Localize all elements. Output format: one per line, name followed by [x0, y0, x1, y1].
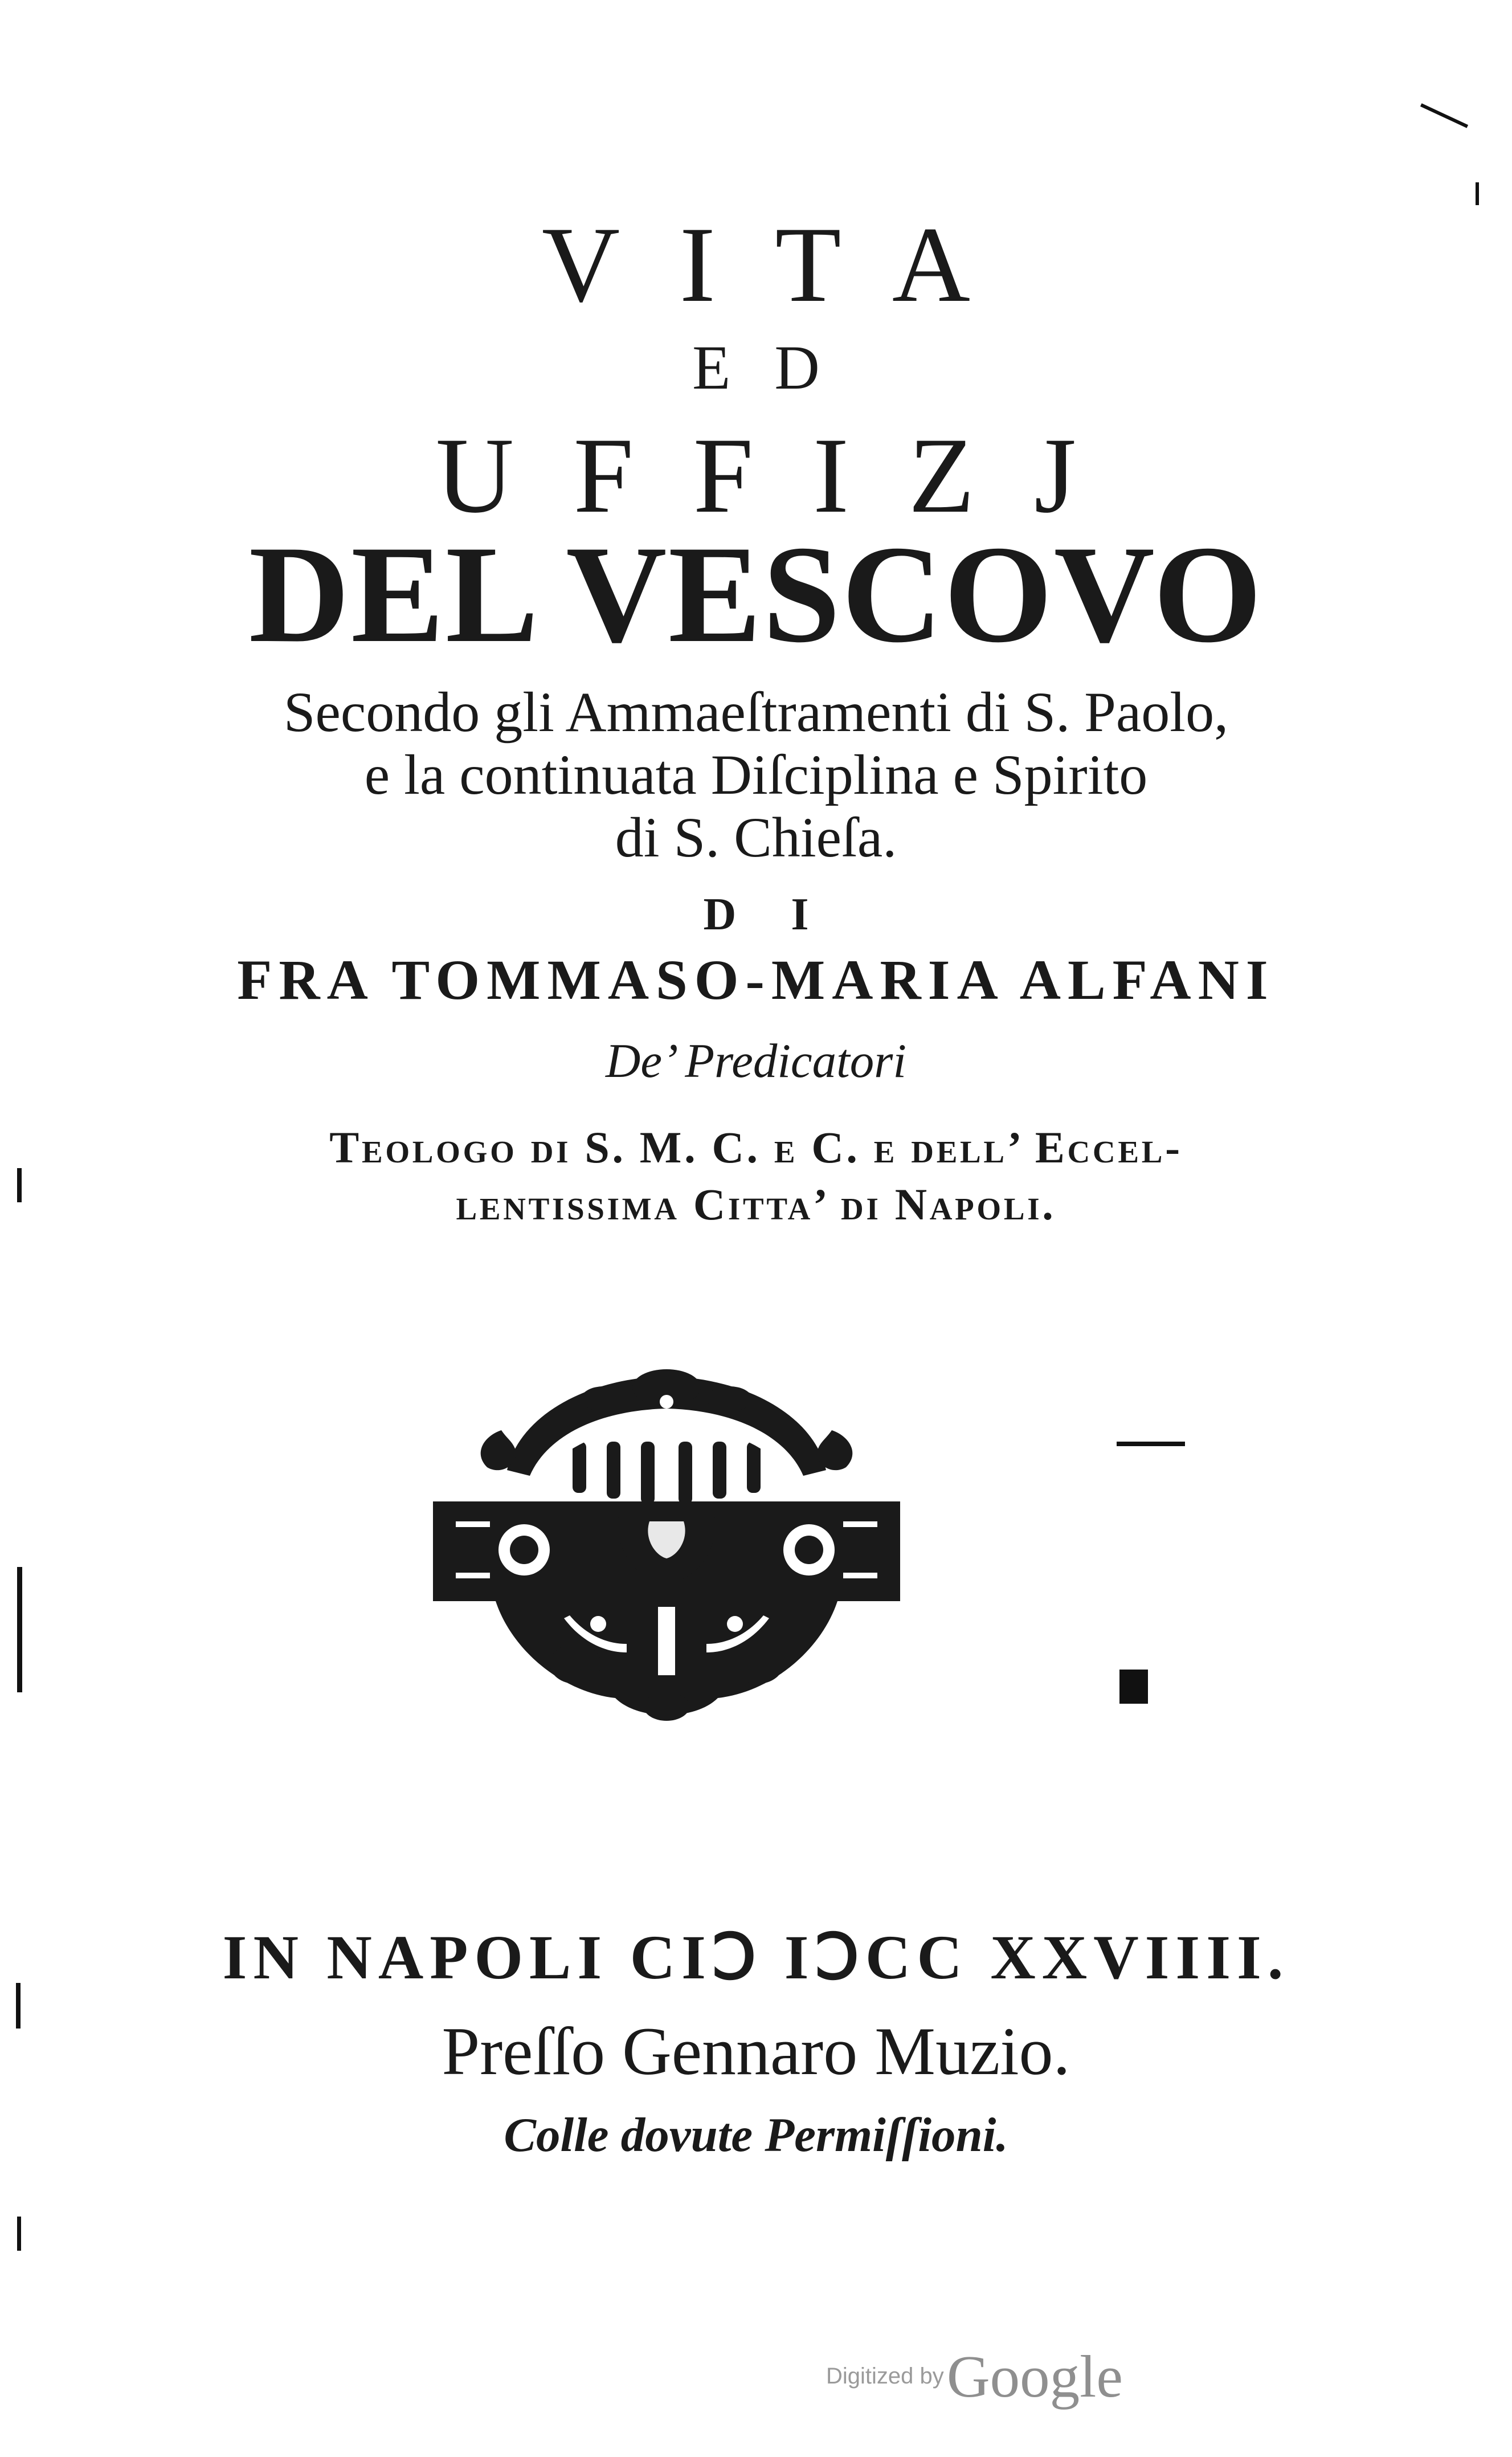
watermark-brand: Google — [946, 2343, 1123, 2410]
watermark-prefix: Digitized by — [826, 2364, 944, 2389]
scan-mark — [1420, 103, 1468, 128]
scan-mark — [17, 2217, 21, 2251]
imprint-permission: Colle dovute Permiſſioni. — [504, 2108, 1008, 2162]
title-line-uffizj: UFFIZJ — [435, 416, 1136, 536]
scan-mark — [1476, 182, 1479, 205]
subtitle-line-3: di S. Chieſa. — [615, 806, 897, 869]
digitized-watermark — [826, 2342, 1145, 2410]
scan-mark — [17, 1168, 22, 1202]
author-qualification-line-1: Teologo di S. M. C. e C. e dell’ Eccel- — [329, 1123, 1183, 1172]
byline-di: DI — [703, 889, 864, 940]
imprint-place-date: IN NAPOLI CIↃ IↃCC XXVIIII. — [222, 1923, 1290, 1992]
author-name: FRA TOMMASO-MARIA ALFANI — [237, 948, 1275, 1011]
scan-mark — [1117, 1442, 1185, 1446]
scan-mark — [16, 1983, 21, 2029]
title-line-del-vescovo: DEL VESCOVO — [248, 517, 1264, 671]
subtitle-line-1: Secondo gli Ammaeſtramenti di S. Paolo, — [283, 680, 1229, 744]
title-line-vita: VITA — [541, 205, 1030, 325]
author-qualification-line-2: lentissima Citta’ di Napoli. — [456, 1179, 1056, 1229]
subtitle-line-2: e la continuata Diſciplina e Spirito — [364, 743, 1148, 806]
scan-mark — [1119, 1670, 1148, 1704]
author-order: De’ Predicatori — [606, 1034, 906, 1088]
imprint-printer: Preſſo Gennaro Muzio. — [442, 2013, 1070, 2089]
scan-mark — [17, 1567, 22, 1692]
printers-ornament-icon — [433, 1356, 900, 1721]
title-line-ed: ED — [692, 333, 864, 402]
